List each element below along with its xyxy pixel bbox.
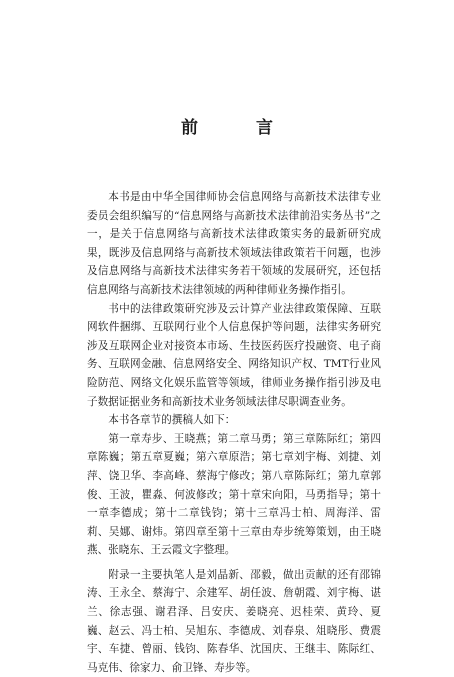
page-title: 前 言 <box>181 118 299 138</box>
paragraph-authors-heading: 本书各章节的撰稿人如下： <box>108 414 236 427</box>
paragraph-intro: 本书是由中华全国律师协会信息网络与高新技术法律专业委员会组织编写的“信息网络与高新技术法律前沿实务丛书”之一，是关于信息网络与高新技术法律政策实务的最新研究成果，既涉及信息网络与高新技术领域法律政策若干问题，也涉及信息网络与高新技术法律实务若干领域的发展研究，还包括信息网络与高新技术法律领域的两种律师业务操作指引。 <box>87 191 381 296</box>
paragraph-content-scope: 书中的法律政策研究涉及云计算产业法律政策保障、互联网软件捆绑、互联网行业个人信息保护等问题，法律实务研究涉及互联网企业对接资本市场、生技医药医疗投融资、电子商务、互联网金融、信息网络安全、网络知识产权、TMT行业风险防范、网络文化娱乐监管等领域，律师业务操作指引涉及电子数据证据业务和高新技术业务领域法律尽职调查业务。 <box>87 302 381 408</box>
paragraph-chapter-authors: 第一章寿步、王晓燕；第二章马勇；第三章陈际红；第四章陈巍；第五章夏巍；第六章原浩；第七章刘宇梅、刘捷、刘萍、饶卫华、李高峰、蔡海宁修改；第八章陈际红；第九章郭俊、王波，瞿淼、何波修改；第十章宋向阳，马勇指导；第十一章李德成；第十二章钱钧；第十三章冯士柏、周海洋、雷莉、吴娜、谢炜。第四章至第十三章由寿步统筹策划，由王晓燕、张晓东、王云霞文字整理。 <box>87 432 381 557</box>
paragraph-appendix-authors: 附录一主要执笔人是刘晶新、邵毅，做出贡献的还有邵锦涛、王永全、蔡海宁、余建军、胡任波、詹朝霞、刘宇梅、谌兰、徐志强、谢君泽、吕安庆、姜晓亮、迟桂荣、黄玲、夏巍、赵云、冯士柏、吴旭东、李德成、刘春泉、俎晓彤、费震宇、车捷、曾丽、钱钧、陈春华、沈国庆、王继丰、陈际红、马克伟、徐家力、俞卫锋、寿步等。 <box>87 568 381 674</box>
preface-body <box>87 188 381 677</box>
